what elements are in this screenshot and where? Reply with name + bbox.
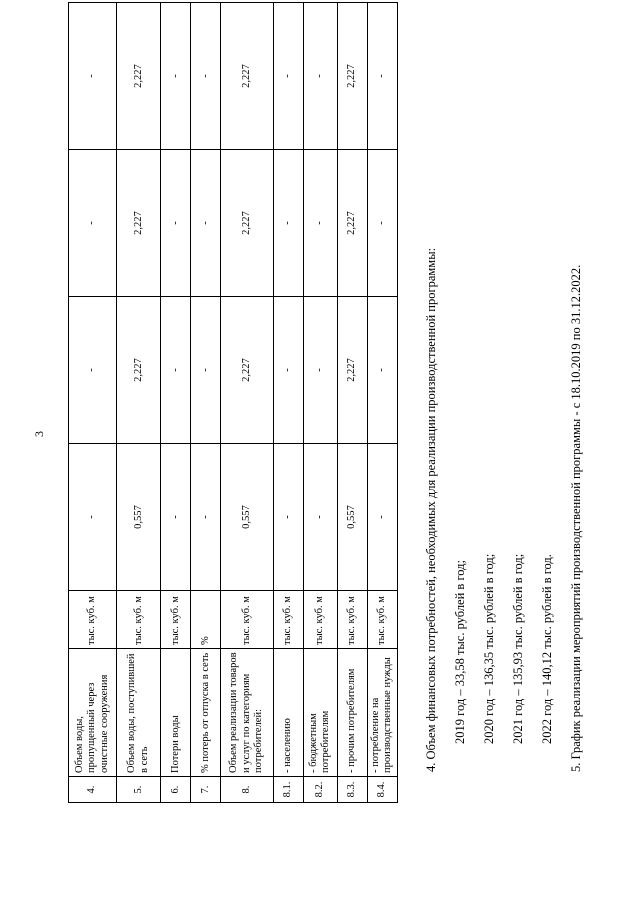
indicator-name: Объем реализации товаров и услуг по категориям потребителей: (221, 649, 273, 777)
row-number: 4. (69, 777, 117, 803)
value-2021-cell: 2,227 (337, 150, 367, 297)
value-2021-cell: - (191, 150, 221, 297)
value-2022-cell: - (69, 3, 117, 150)
value-2019-cell: - (161, 444, 191, 591)
value-2021-cell: 2,227 (117, 150, 161, 297)
value-2020-cell: - (69, 297, 117, 444)
table-row (221, 3, 273, 803)
financing-line-2020: 2020 год – 136,35 тыс. рублей в год; (482, 553, 496, 744)
value-2020-cell: 2,227 (117, 297, 161, 444)
unit-cell: тыс. куб. м (303, 591, 337, 649)
value-2021-cell: - (367, 150, 397, 297)
indicator-name: Объем воды, пропущенный через очистные сооружения (69, 649, 117, 777)
indicator-name: - прочим потребителям (337, 649, 367, 777)
table-body (69, 3, 398, 803)
unit-cell: тыс. куб. м (337, 591, 367, 649)
unit-cell: тыс. куб. м (221, 591, 273, 649)
value-2021-cell: - (69, 150, 117, 297)
table-row (161, 3, 191, 803)
value-2022-cell: - (303, 3, 337, 150)
value-2022-cell: - (161, 3, 191, 150)
unit-cell: тыс. куб. м (117, 591, 161, 649)
value-2020-cell: - (303, 297, 337, 444)
table-row (303, 3, 337, 803)
value-2022-cell: - (191, 3, 221, 150)
financial-section (417, 12, 591, 772)
value-2019-cell: - (273, 444, 303, 591)
table-row (273, 3, 303, 803)
value-2019-cell: 0,557 (117, 444, 161, 591)
row-number: 8.3. (337, 777, 367, 803)
value-2019-cell: - (367, 444, 397, 591)
value-2022-cell: 2,227 (337, 3, 367, 150)
value-2020-cell: 2,227 (337, 297, 367, 444)
row-number: 8.4. (367, 777, 397, 803)
value-2022-cell: 2,227 (221, 3, 273, 150)
table-row (337, 3, 367, 803)
value-2022-cell: - (367, 3, 397, 150)
financing-line-2019: 2019 год – 33,58 тыс. рублей в год; (453, 560, 467, 744)
value-2019-cell: - (191, 444, 221, 591)
row-number: 8.1. (273, 777, 303, 803)
value-2020-cell: - (191, 297, 221, 444)
value-2019-cell: 0,557 (221, 444, 273, 591)
indicator-name: Потери воды (161, 649, 191, 777)
value-2021-cell: 2,227 (221, 150, 273, 297)
row-number: 8.2. (303, 777, 337, 803)
row-number: 5. (117, 777, 161, 803)
value-2021-cell: - (303, 150, 337, 297)
page-number: 3 (32, 431, 46, 437)
row-number: 8. (221, 777, 273, 803)
indicators-table (68, 2, 398, 803)
unit-cell: тыс. куб. м (161, 591, 191, 649)
unit-cell: тыс. куб. м (273, 591, 303, 649)
table-row (191, 3, 221, 803)
value-2019-cell: 0,557 (337, 444, 367, 591)
indicator-name: % потерь от отпуска в сеть (191, 649, 221, 777)
unit-cell: % (191, 591, 221, 649)
value-2019-cell: - (69, 444, 117, 591)
row-number: 6. (161, 777, 191, 803)
unit-cell: тыс. куб. м (367, 591, 397, 649)
row-number: 7. (191, 777, 221, 803)
financing-line-2021: 2021 год – 135,93 тыс. рублей в год; (511, 553, 525, 744)
indicator-name: - населению (273, 649, 303, 777)
value-2020-cell: - (161, 297, 191, 444)
indicator-name: - потребление на производственные нужды (367, 649, 397, 777)
value-2022-cell: - (273, 3, 303, 150)
value-2020-cell: - (273, 297, 303, 444)
value-2020-cell: - (367, 297, 397, 444)
indicator-name: - бюджетным потребителям (303, 649, 337, 777)
section-5-heading: 5. График реализации мероприятий производственной программы - с 18.10.2019 по 31.12.2022. (569, 264, 583, 772)
unit-cell: тыс. куб. м (69, 591, 117, 649)
value-2020-cell: 2,227 (221, 297, 273, 444)
value-2021-cell: - (273, 150, 303, 297)
section-4-heading: 4. Объем финансовых потребностей, необходимых для реализации производственной программы: (424, 247, 438, 772)
financing-line-2022: 2022 год – 140,12 тыс. рублей в год. (540, 554, 554, 744)
table-row (367, 3, 397, 803)
value-2019-cell: - (303, 444, 337, 591)
indicator-name: Объем воды, поступившей в сеть (117, 649, 161, 777)
value-2022-cell: 2,227 (117, 3, 161, 150)
table-row (117, 3, 161, 803)
table-row (69, 3, 117, 803)
value-2021-cell: - (161, 150, 191, 297)
